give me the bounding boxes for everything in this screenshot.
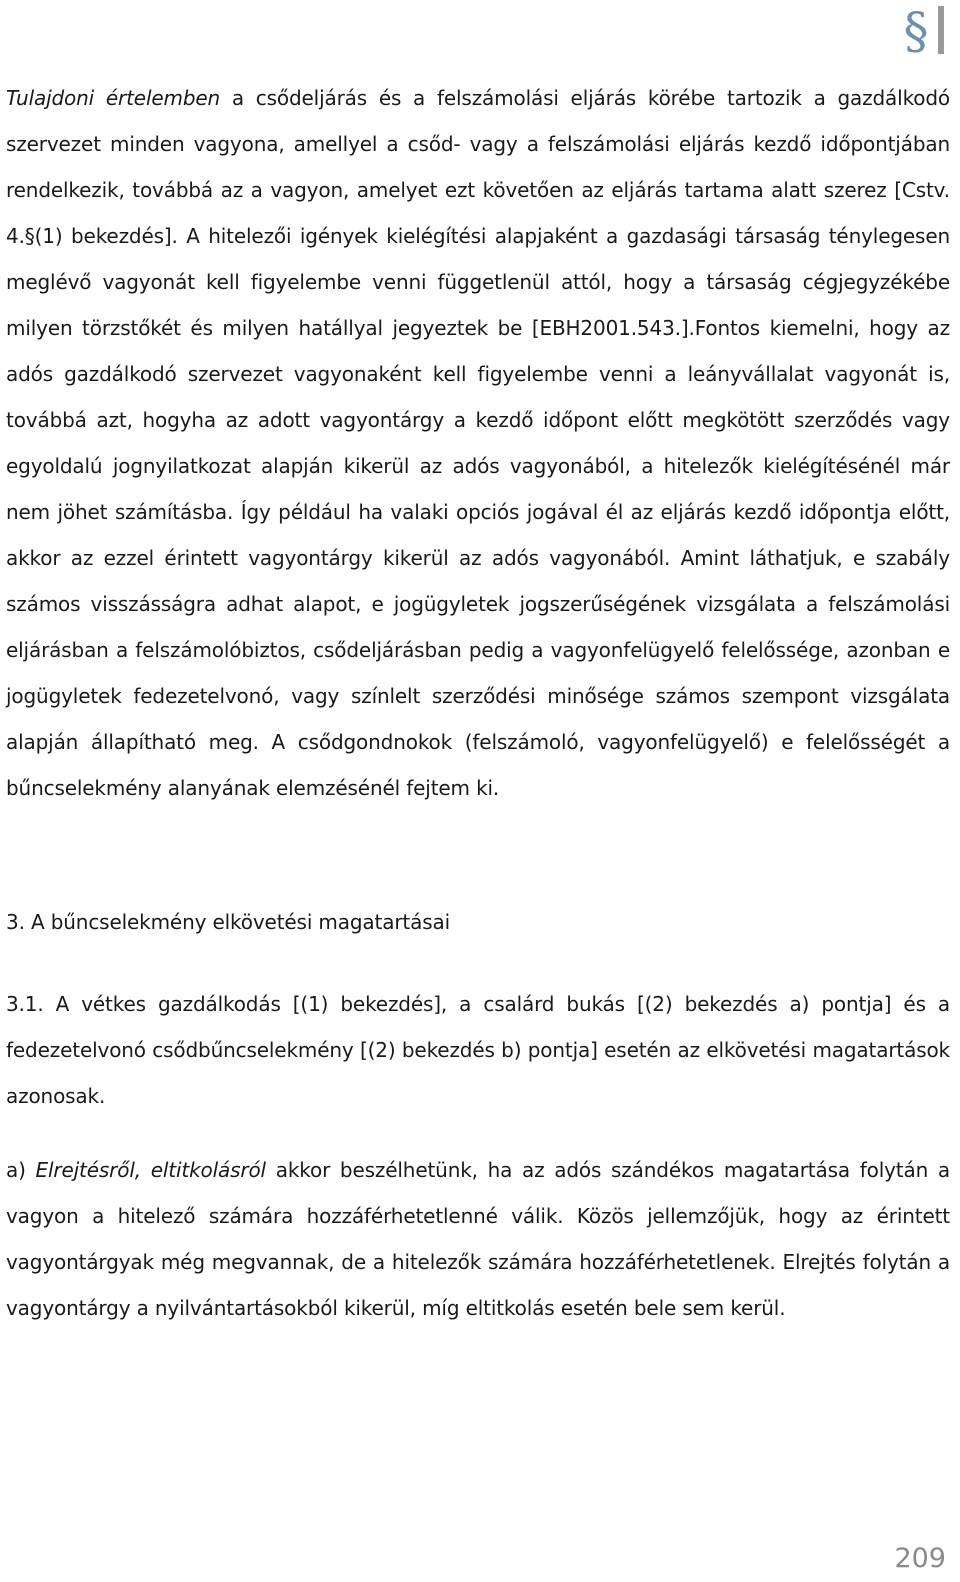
section-heading: 3. A bűncselekmény elkövetési magatartásai — [6, 910, 450, 934]
svg-text:§: § — [903, 4, 929, 56]
paragraph-text: akkor beszélhetünk, ha az adós szándékos magatartása folytán a vagyon a hitelező számára hozzáférhetetlenné válik. Közös jellemzőjük, hogy az érintett vagyontárgyak még megvannak, de a hitelezők számára hozzáférhetetlenek. Elrejtés folytán a vagyontárgy a nyilvántartásokból kikerül, míg eltitkolás esetén bele sem kerül. — [6, 1158, 951, 1320]
item-prefix: a) — [6, 1158, 36, 1182]
section-sign-logo-icon — [902, 4, 952, 56]
paragraph-concealment — [6, 1147, 950, 1331]
paragraph-property-scope — [6, 75, 950, 811]
document-body — [6, 75, 950, 1331]
italic-lead: Tulajdoni értelemben — [6, 86, 221, 110]
page-number: 209 — [894, 1543, 946, 1574]
paragraph-conduct-identical: 3.1. A vétkes gazdálkodás [(1) bekezdés], a csalárd bukás [(2) bekezdés a) pontja] és a fedezetelvonó csődbűncselekmény [(2) bekezdés b) pontja] esetén az elkövetési magatartások azonosak. — [6, 992, 950, 1108]
paragraph-text: a csődeljárás és a felszámolási eljárás körébe tartozik a gazdálkodó szervezet minden vagyona, amellyel a csőd- vagy a felszámolási eljárás kezdő időpontjában rendelkezik, továbbá az a vagyon, amelyet ezt követően az eljárás tartama alatt szerez [Cstv. 4.§(1) bekezdés]. A hitelezői igények kielégítési alapjaként a gazdasági társaság ténylegesen meglévő vagyonát kell figyelembe venni függetlenül attól, hogy a társaság cégjegyzékébe milyen törzstőkét és milyen hatállyal jegyeztek be [EBH2001.543.].Fontos kiemelni, hogy az adós gazdálkodó szervezet vagyonaként kell figyelembe venni a leányvállalat vagyonát is, továbbá azt, hogyha az adott vagyontárgy a kezdő időpont előtt megkötött szerződés vagy egyoldalú jognyilatkozat alapján kikerül az adós vagyonából, a hitelezők kielégítésénél már nem jöhet számításba. Így például ha valaki opciós jogával él az eljárás kezdő időpontja előtt, akkor az ezzel érintett vagyontárgy kikerül az adós vagyonából. Amint láthatjuk, e szabály számos visszásságra adhat alapot, e jogügyletek jogszerűségének vizsgálata a felszámolási eljárásban a felszámolóbiztos, csődeljárásban pedig a vagyonfelügyelő felelőssége, azonban e jogügyletek fedezetelvonó, vagy színlelt szerződési minősége számos szempont vizsgálata alapján állapítható meg. A csődgondnokok (felszámoló, vagyonfelügyelő) e felelősségét a bűncselekmény alanyának elemzésénél fejtem ki. — [6, 86, 951, 800]
italic-term: Elrejtésről, eltitkolásról — [35, 1158, 266, 1182]
